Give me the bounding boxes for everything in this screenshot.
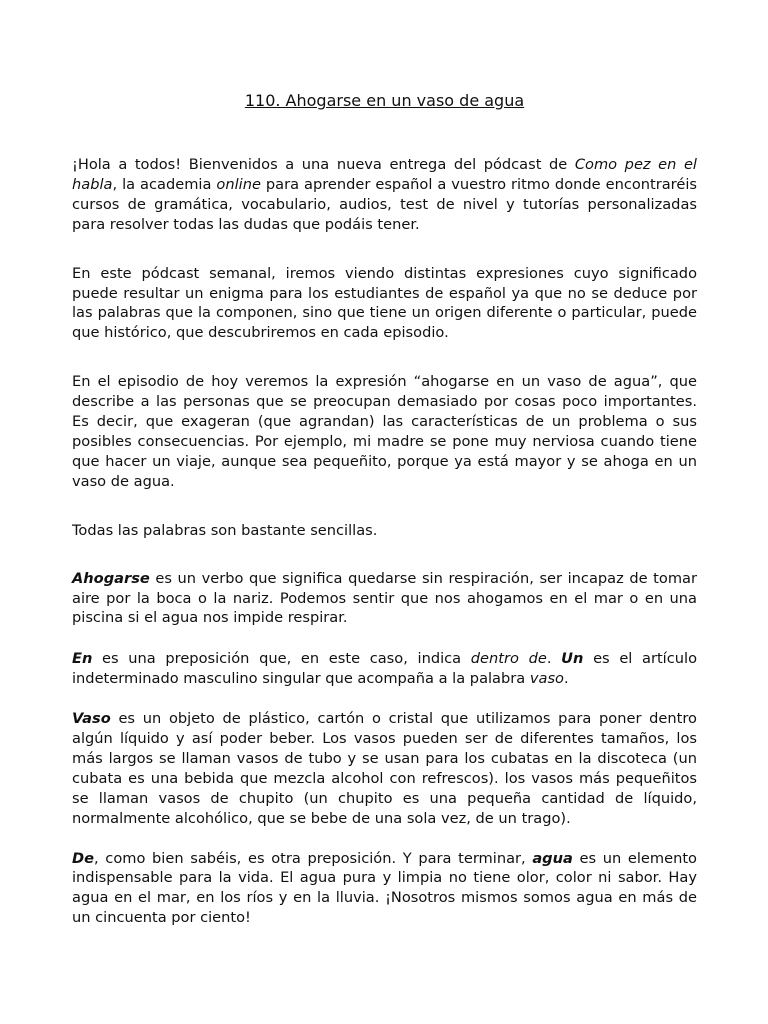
intro-text-c: , la academia: [112, 175, 217, 193]
en-definition: es una preposición que, en este caso, indica: [92, 650, 471, 668]
document-page: [72, 90, 697, 956]
en-separator: .: [546, 650, 562, 668]
un-definition: es el artículo indeterminado masculino singular que acompaña a la palabra: [72, 650, 697, 688]
expression-paragraph: En el episodio de hoy veremos la expresión “ahogarse en un vaso de agua”, que describe a las personas que se preocupan demasiado por cosas poco importantes. Es decir, que exageran (que agrandan) las características de un problema o sus posibles consecuencias. Por ejemplo, mi madre se pone muy nerviosa cuando tiene que hacer un viaje, aunque sea pequeñito, porque ya está mayor y se ahoga en un vaso de agua.: [72, 373, 697, 490]
agua-definition: es un elemento indispensable para la vida. El agua pura y limpia no tiene olor, color ni sabor. Hay agua en el mar, en los ríos y en la lluvia. ¡Nosotros mismos somos agua en más de un cincuenta por ciento!: [72, 849, 697, 927]
de-agua-paragraph: [72, 849, 697, 929]
vaso-paragraph: [72, 709, 697, 828]
en-un-end: .: [563, 670, 569, 688]
podcast-description-paragraph: En este pódcast semanal, iremos viendo distintas expresiones cuyo significado puede resultar un enigma para los estudiantes de español ya que no se deduce por las palabras que la componen, sino que tiene un origen diferente o particular, puede que histórico, que descubriremos en cada episodio.: [72, 264, 697, 342]
intro-text-a: ¡Hola a todos! Bienvenidos a una nueva entrega del pódcast de: [72, 156, 575, 173]
term-un: Un: [561, 650, 584, 668]
ahogarse-paragraph: [72, 569, 697, 629]
document-title: 110. Ahogarse en un vaso de agua: [244, 91, 525, 110]
ahogarse-definition: es un verbo que significa quedarse sin respiración, ser incapaz de tomar aire por la boca o la nariz. Podemos sentir que nos ahogamos en el mar o en una piscina si el agua nos impide respirar.: [72, 569, 697, 627]
term-agua: agua: [532, 849, 573, 867]
dentro-de-phrase: dentro de: [470, 650, 547, 668]
term-ahogarse: Ahogarse: [72, 569, 150, 587]
vaso-definition: es un objeto de plástico, cartón o cristal que utilizamos para poner dentro algún líquido y así poder beber. Los vasos pueden ser de diferentes tamaños, los más largos se llaman vasos de tubo y se usan para los cubatas en la discoteca (un cubata es una bebida que mezcla alcohol con refrescos). los vasos más pequeñitos se llaman vasos de chupito (un chupito es una pequeña cantidad de líquido, normalmente alcohólico, que se bebe de una sola vez, de un trago).: [72, 710, 697, 827]
term-en: En: [72, 650, 93, 668]
intro-text-e: para aprender español a vuestro ritmo donde encontraréis cursos de gramática, vocabulario, audios, test de nivel y tutorías personalizadas para resolver todas las dudas que podáis tener.: [72, 175, 697, 233]
intro-paragraph: [72, 155, 697, 235]
term-de: De: [72, 849, 95, 867]
term-vaso: Vaso: [72, 710, 111, 728]
en-un-paragraph: [72, 649, 697, 689]
academy-name: Como pez en el habla: [72, 156, 697, 193]
words-intro-paragraph: Todas las palabras son bastante sencillas.: [72, 521, 378, 539]
de-definition: , como bien sabéis, es otra preposición. Y para terminar,: [94, 849, 533, 867]
vaso-word: vaso: [529, 670, 564, 688]
online-word: online: [216, 175, 261, 193]
